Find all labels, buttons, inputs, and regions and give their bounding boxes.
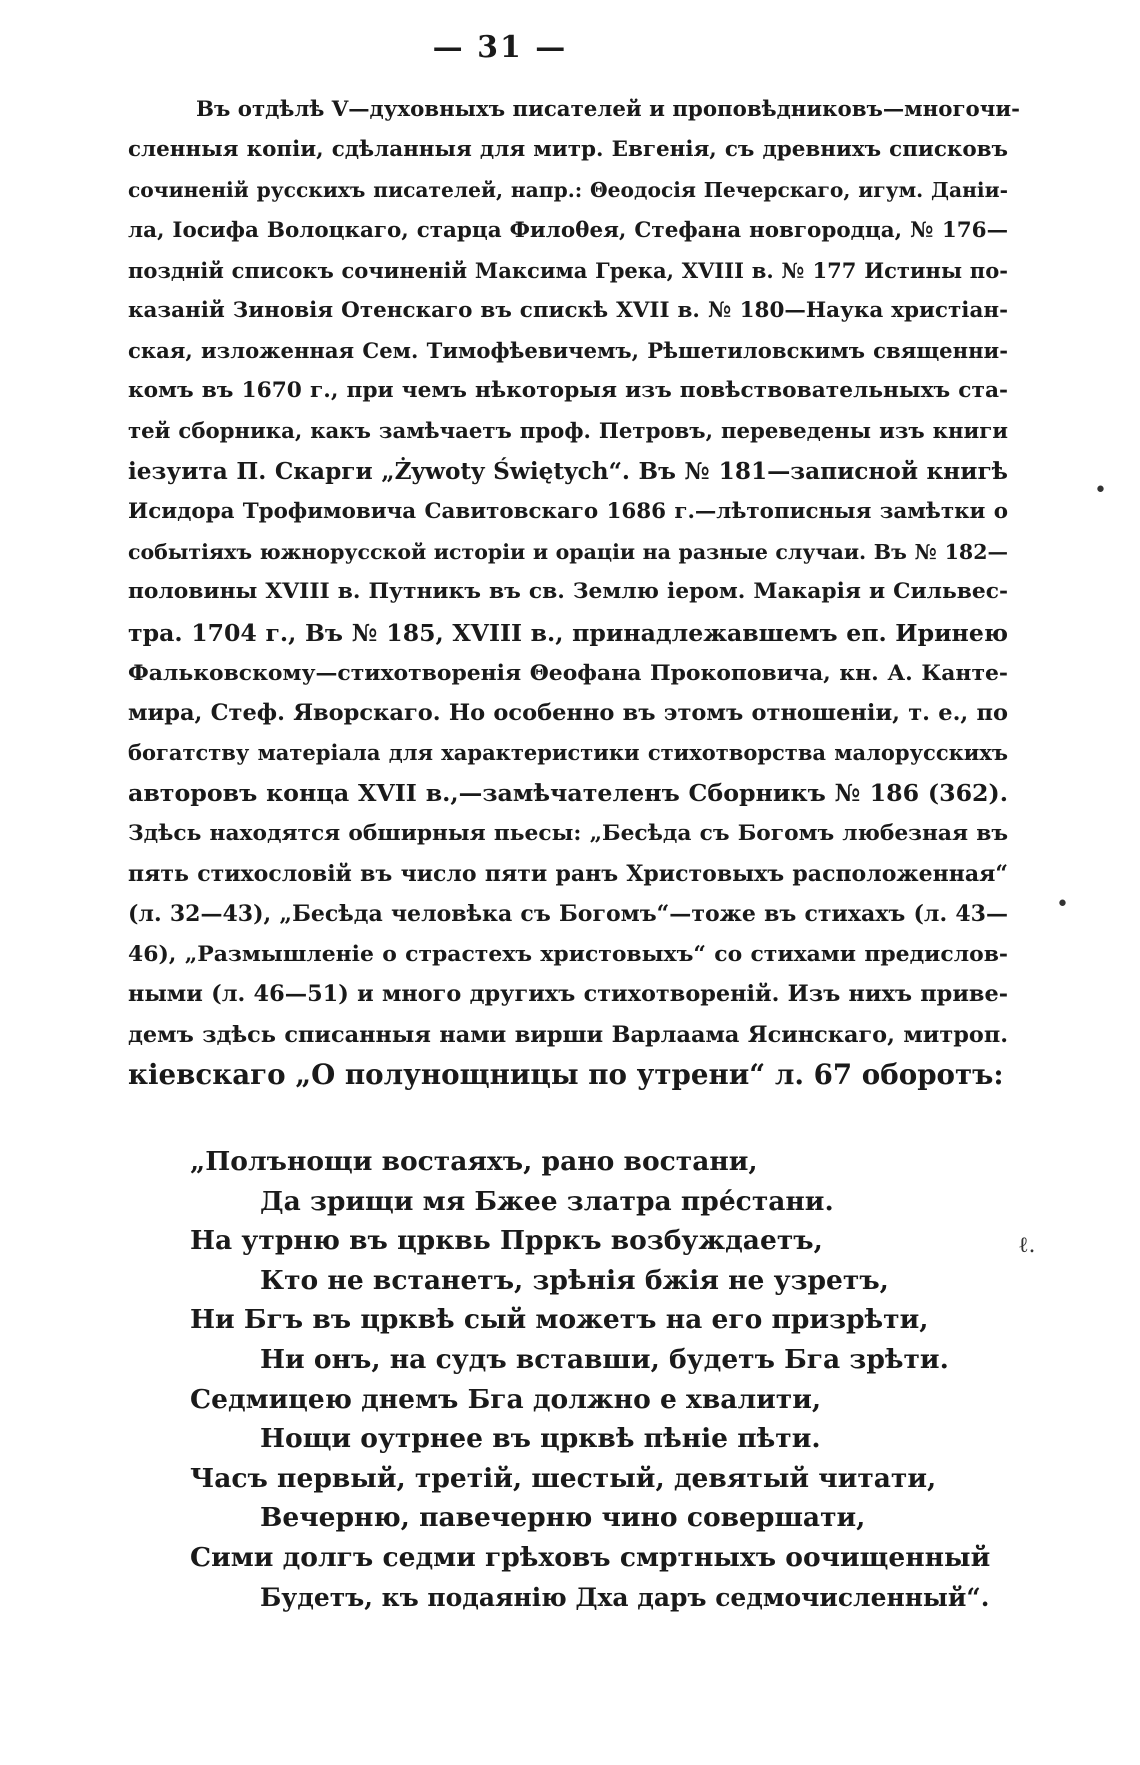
text-line: половины XVIII в. Путникъ въ св. Землю іером. Макарія и Сильвес- [128, 579, 1008, 605]
text-line: сленныя копіи, сдѣланныя для митр. Евгенія, съ древнихъ списковъ [128, 137, 1008, 163]
text-line: ская, изложенная Сем. Тимофѣевичемъ, Рѣшетиловскимъ священни- [128, 338, 1008, 364]
poem-verse [190, 1142, 990, 1617]
text-line: событіяхъ южнорусской исторіи и ораціи на разные случаи. Въ № 182— [128, 540, 1008, 565]
text-line: демъ здѣсь списанныя нами вирши Варлаама Ясинскаго, митроп. [128, 1021, 1008, 1048]
poem-line: Ни онъ, на судъ вставши, будетъ Бга зрѣти. [260, 1343, 949, 1375]
text-line: Въ отдѣлѣ V—духовныхъ писателей и проповѣдниковъ—многочи- [196, 97, 1020, 122]
text-line: сочиненій русскихъ писателей, напр.: Θеодосія Печерскаго, игум. Данiи- [128, 178, 1008, 203]
poem-line: Вечерню, павечерню чино совершати, [260, 1502, 866, 1534]
text-line: 46), „Размышленіе о страстехъ христовыхъ“ со стихами предислов- [128, 941, 1008, 968]
text-line: тра. 1704 г., Въ № 185, XVIII в., принадлежавшемъ еп. Иринею [128, 618, 1008, 647]
text-line: ла, Іосифа Волоцкаго, старца Филоθея, Стефана новгородца, № 176— [128, 217, 1008, 243]
poem-line: „Полънощи востаяхъ, рано востани, [190, 1146, 758, 1177]
text-line: тей сборника, какъ замѣчаетъ проф. Петровъ, переведены изъ книги [128, 418, 1008, 444]
poem-line: Сими долгъ седми грѣховъ смртныхъ оочищенный [190, 1541, 991, 1573]
poem-line: Да зрищи мя Бжее златра пре́стани. [260, 1185, 834, 1217]
body-paragraph [128, 90, 1020, 1095]
text-line: Исидора Трофимовича Савитовскаго 1686 г.—лѣтописныя замѣтки о [128, 499, 1008, 525]
text-line: казаній Зиновія Отенскаго въ спискѣ XVII в. № 180—Наука христіан- [128, 298, 1008, 324]
text-line: кіевскаго „О полунощницы по утрени“ л. 67 оборотъ: [128, 1057, 1004, 1091]
text-line: мира, Стеф. Яворскаго. Но особенно въ этомъ отношеніи, т. е., по [128, 700, 1008, 727]
poem-line: Часъ первый, третій, шестый, девятый читати, [190, 1462, 937, 1494]
text-line: пять стихословій въ число пяти ранъ Христовыхъ расположенная“ [128, 860, 1008, 887]
margin-dot: • [1056, 892, 1069, 917]
poem-line: Будетъ, къ подаянію Дха даръ седмочисленный“. [260, 1582, 990, 1612]
poem-line: Седмицею днемъ Бга должно е хвалити, [190, 1383, 822, 1415]
text-line: Здѣсь находятся обширныя пьесы: „Бесѣда съ Богомъ любезная въ [128, 820, 1008, 846]
text-line: комъ въ 1670 г., при чемъ нѣкоторыя изъ повѣствовательныхъ ста- [128, 378, 1008, 404]
poem-line: Ни Бгъ въ црквѣ сый можетъ на его призрѣти, [190, 1304, 929, 1336]
text-line: (л. 32—43), „Бесѣда человѣка съ Богомъ“—тоже въ стихахъ (л. 43— [128, 901, 1008, 928]
text-line: авторовъ конца XVII в.,—замѣчателенъ Сборникъ № 186 (362). [128, 779, 1008, 808]
text-line: ными (л. 46—51) и много другихъ стихотвореній. Изъ нихъ приве- [128, 981, 1008, 1008]
text-line: іезуита П. Скарги „Żywoty Świętych“. Въ № 181—записной книгѣ [128, 457, 1008, 485]
poem-line: На утрню въ црквь Прркъ возбуждаетъ, [190, 1225, 823, 1257]
poem-line: Кто не встанетъ, зрѣнія бжія не узретъ, [260, 1264, 889, 1296]
page-number: — 31 — [432, 30, 568, 65]
margin-mark: ℓ. [1018, 1233, 1036, 1258]
margin-dot: • [1094, 478, 1107, 503]
poem-line: Нощи оутрнее въ црквѣ пѣніе пѣти. [260, 1423, 821, 1455]
text-line: Фальковскому—стихотворенія Θеофана Прокоповича, кн. А. Канте- [128, 659, 1008, 686]
text-line: поздній списокъ сочиненій Максима Грека, XVIII в. № 177 Истины по- [128, 257, 1008, 283]
text-line: богатству матеріала для характеристики стихотворства малорусскихъ [128, 740, 1008, 766]
